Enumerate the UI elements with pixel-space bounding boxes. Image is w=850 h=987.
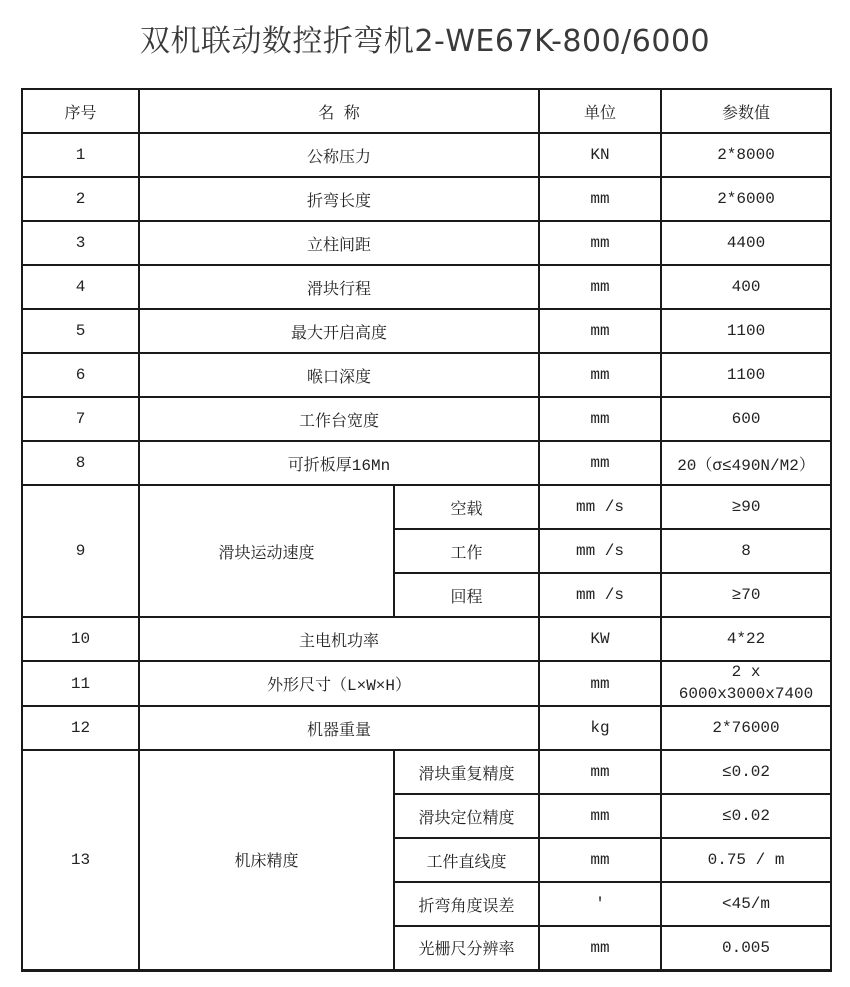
cell-name: 外形尺寸（L×W×H）: [139, 661, 539, 706]
spec-table: [21, 88, 832, 972]
cell-value: <45/m: [661, 882, 831, 926]
cell-unit: mm /s: [539, 573, 661, 617]
cell-index: 3: [22, 221, 139, 265]
table-row: [22, 750, 831, 794]
cell-value: 2*76000: [661, 706, 831, 750]
cell-name: 机床精度: [139, 750, 394, 970]
cell-value: ≤0.02: [661, 750, 831, 794]
cell-name: 喉口深度: [139, 353, 539, 397]
cell-name: 机器重量: [139, 706, 539, 750]
cell-unit: mm: [539, 838, 661, 882]
cell-index: 4: [22, 265, 139, 309]
table-row: [22, 661, 831, 706]
cell-index: 7: [22, 397, 139, 441]
cell-unit: mm: [539, 353, 661, 397]
cell-unit: mm: [539, 397, 661, 441]
cell-index: 2: [22, 177, 139, 221]
cell-name: 公称压力: [139, 133, 539, 177]
cell-value: 1100: [661, 309, 831, 353]
table-row: [22, 353, 831, 397]
table-row: [22, 397, 831, 441]
cell-name: 滑块行程: [139, 265, 539, 309]
cell-subname: 空载: [394, 485, 539, 529]
cell-name: 最大开启高度: [139, 309, 539, 353]
cell-value: 2*8000: [661, 133, 831, 177]
cell-unit: KW: [539, 617, 661, 661]
cell-unit: mm: [539, 177, 661, 221]
cell-unit: mm: [539, 926, 661, 970]
col-header-unit: 单位: [539, 89, 661, 133]
cell-index: 11: [22, 661, 139, 706]
cell-index: 1: [22, 133, 139, 177]
cell-subname: 工件直线度: [394, 838, 539, 882]
cell-index: 9: [22, 485, 139, 617]
cell-value: 0.75 / m: [661, 838, 831, 882]
cell-unit: mm: [539, 441, 661, 485]
cell-subname: 工作: [394, 529, 539, 573]
cell-value: [661, 661, 831, 706]
value-line-2: 6000x3000x7400: [678, 684, 814, 703]
col-header-index: 序号: [22, 89, 139, 133]
cell-value: 2*6000: [661, 177, 831, 221]
table-header-row: [22, 89, 831, 133]
cell-name: 滑块运动速度: [139, 485, 394, 617]
cell-value: 1100: [661, 353, 831, 397]
col-header-value: 参数值: [661, 89, 831, 133]
cell-name: 可折板厚16Mn: [139, 441, 539, 485]
cell-index: 13: [22, 750, 139, 970]
table-row: [22, 221, 831, 265]
table-row: [22, 485, 831, 529]
table-row: [22, 265, 831, 309]
cell-unit: mm /s: [539, 485, 661, 529]
cell-value: ≥90: [661, 485, 831, 529]
table-row: [22, 309, 831, 353]
cell-value: 0.005: [661, 926, 831, 970]
table-row: [22, 706, 831, 750]
cell-unit: mm: [539, 661, 661, 706]
table-row: [22, 617, 831, 661]
table-row: [22, 441, 831, 485]
cell-index: 8: [22, 441, 139, 485]
cell-value: 8: [661, 529, 831, 573]
cell-unit: mm: [539, 265, 661, 309]
cell-index: 5: [22, 309, 139, 353]
cell-value: 20（σ≤490N/M2）: [661, 441, 831, 485]
cell-value: 4*22: [661, 617, 831, 661]
cell-value: ≥70: [661, 573, 831, 617]
cell-name: 折弯长度: [139, 177, 539, 221]
value-line-1: 2 x: [731, 663, 761, 681]
cell-name: 工作台宽度: [139, 397, 539, 441]
cell-value: ≤0.02: [661, 794, 831, 838]
col-header-name: 名 称: [139, 89, 539, 133]
cell-value: 400: [661, 265, 831, 309]
cell-value: 600: [661, 397, 831, 441]
cell-name: 立柱间距: [139, 221, 539, 265]
cell-name: 主电机功率: [139, 617, 539, 661]
cell-unit: mm: [539, 221, 661, 265]
cell-subname: 滑块重复精度: [394, 750, 539, 794]
cell-unit: mm: [539, 750, 661, 794]
page-title: 双机联动数控折弯机2-WE67K-800/6000: [139, 24, 711, 59]
cell-unit: mm: [539, 794, 661, 838]
cell-index: 12: [22, 706, 139, 750]
cell-subname: 折弯角度误差: [394, 882, 539, 926]
cell-unit: KN: [539, 133, 661, 177]
table-row: [22, 177, 831, 221]
cell-index: 10: [22, 617, 139, 661]
cell-index: 6: [22, 353, 139, 397]
cell-unit: mm /s: [539, 529, 661, 573]
cell-value: 4400: [661, 221, 831, 265]
cell-unit: kg: [539, 706, 661, 750]
table-row: [22, 133, 831, 177]
cell-subname: 回程: [394, 573, 539, 617]
cell-subname: 光栅尺分辨率: [394, 926, 539, 970]
cell-unit: ′: [539, 882, 661, 926]
cell-subname: 滑块定位精度: [394, 794, 539, 838]
cell-unit: mm: [539, 309, 661, 353]
